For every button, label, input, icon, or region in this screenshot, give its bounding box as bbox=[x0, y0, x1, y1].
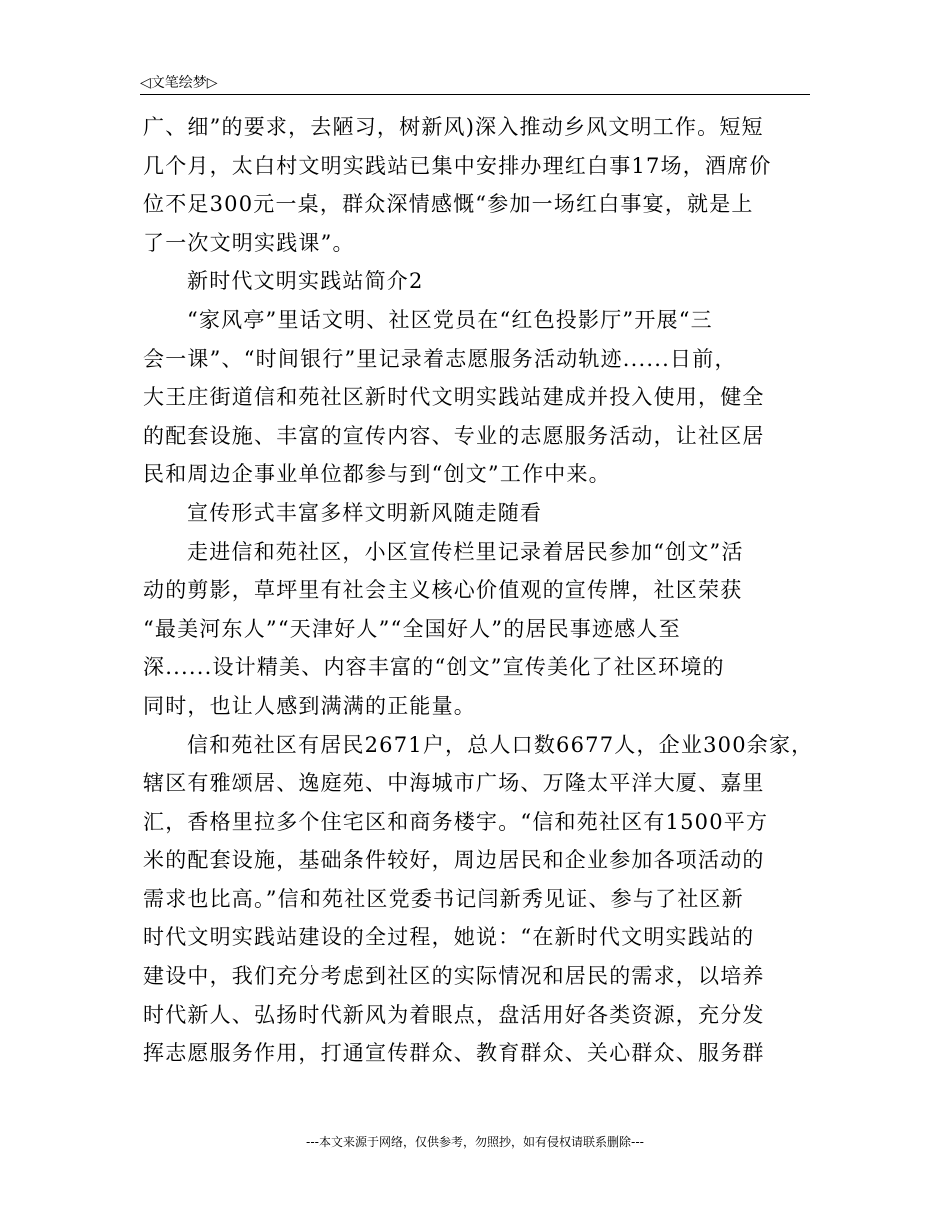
header-rule bbox=[140, 94, 810, 95]
text-line: 信和苑社区有居民2671户，总人口数6677人，企业300余家， bbox=[187, 732, 814, 757]
text-line: 挥志愿服务作用，打通宣传群众、教育群众、关心群众、服务群 bbox=[143, 1041, 765, 1066]
text-line: 民和周边企事业单位都参与到“创文”工作中来。 bbox=[143, 462, 611, 487]
text-line: 走进信和苑社区，小区宣传栏里记录着居民参加“创文”活 bbox=[187, 539, 744, 564]
text-line: 了一次文明实践课”。 bbox=[143, 230, 355, 255]
text-line: 会一课”、“时间银行”里记录着志愿服务活动轨迹......日前， bbox=[143, 346, 737, 371]
text-line: 几个月，太白村文明实践站已集中安排办理红白事17场，酒席价 bbox=[143, 153, 772, 178]
text-line: 动的剪影，草坪里有社会主义核心价值观的宣传牌，社区荣获 bbox=[143, 578, 743, 603]
text-line: “家风亭”里话文明、社区党员在“红色投影厅”开展“三 bbox=[187, 307, 713, 332]
text-line: 汇，香格里拉多个住宅区和商务楼宇。“信和苑社区有1500平方 bbox=[143, 809, 769, 834]
text-line: 同时，也让人感到满满的正能量。 bbox=[143, 693, 476, 718]
text-line: 广、细”的要求，去陋习，树新风)深入推动乡风文明工作。短短 bbox=[143, 115, 764, 139]
text-line: 大王庄街道信和苑社区新时代文明实践站建成并投入使用，健全 bbox=[143, 385, 765, 410]
page-footer-disclaimer: ---本文来源于网络，仅供参考，勿照抄，如有侵权请联系删除--- bbox=[306, 1135, 644, 1149]
page-header bbox=[140, 70, 810, 98]
text-line: 时代新人、弘扬时代新风为着眼点，盘活用好各类资源，充分发 bbox=[143, 1002, 765, 1027]
text-line: 深......设计精美、内容丰富的“创文”宣传美化了社区环境的 bbox=[143, 655, 725, 680]
text-line: 建设中，我们充分考虑到社区的实际情况和居民的需求，以培养 bbox=[143, 964, 765, 989]
text-line: 米的配套设施，基础条件较好，周边居民和企业参加各项活动的 bbox=[143, 848, 765, 873]
document-body bbox=[143, 108, 823, 1073]
header-logo: ◁文笔绘梦▷ bbox=[140, 75, 218, 91]
text-line: 位不足300元一桌，群众深情感慨“参加一场红白事宴，就是上 bbox=[143, 192, 754, 217]
text-line: 需求也比高。”信和苑社区党委书记闫新秀见证、参与了社区新 bbox=[143, 886, 744, 911]
text-line: 时代文明实践站建设的全过程，她说：“在新时代文明实践站的 bbox=[143, 925, 755, 950]
text-line: 的配套设施、丰富的宣传内容、专业的志愿服务活动，让社区居 bbox=[143, 423, 765, 448]
text-line: “最美河东人”“天津好人”“全国好人”的居民事迹感人至 bbox=[143, 616, 681, 641]
text-line: 辖区有雅颂居、逸庭苑、中海城市广场、万隆太平洋大厦、嘉里 bbox=[143, 771, 765, 796]
section-heading: 新时代文明实践站简介2 bbox=[187, 269, 424, 294]
section-heading: 宣传形式丰富多样文明新风随走随看 bbox=[187, 500, 543, 525]
